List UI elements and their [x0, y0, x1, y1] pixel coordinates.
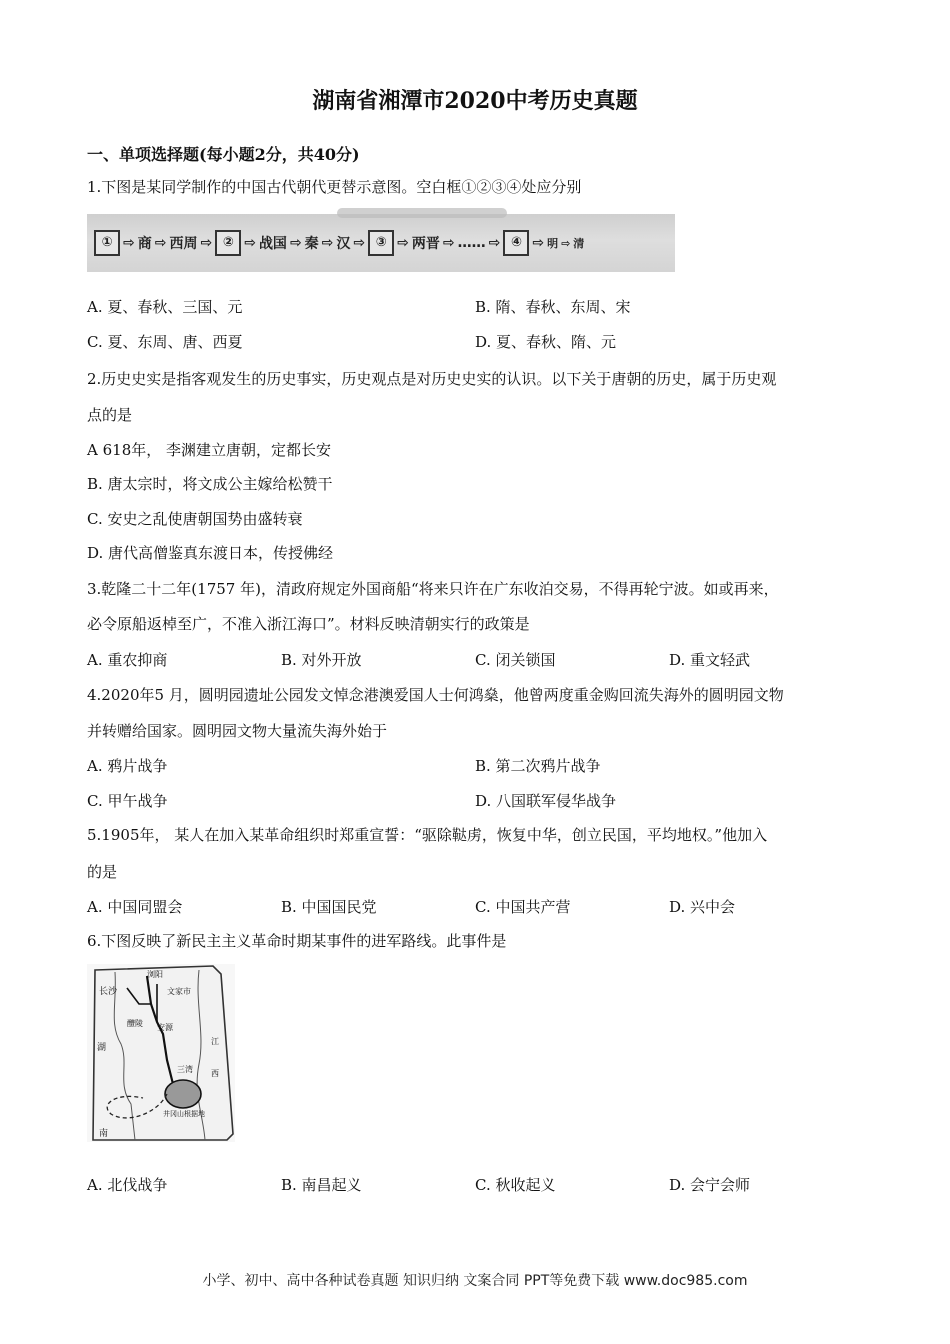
timeline-row: ① ⇨ 商 ⇨ 西周 ⇨ ② ⇨ 战国 ⇨ 秦 ⇨ 汉 ⇨ ③ ⇨ 两晋 ⇨ …… ⇨ ④ ⇨ 明 ⇨ 清: [93, 230, 585, 256]
q6-option-c[interactable]: C. 秋收起义: [475, 1176, 556, 1194]
question-6-stem: 6.下图反映了新民主主义革命时期某事件的进军路线。此事件是: [87, 932, 507, 950]
map-label-anyuan: 安源: [157, 1023, 173, 1032]
timeline-blank-1: ①: [94, 230, 120, 256]
map-label-jinggangshan: 井冈山根据地: [163, 1110, 205, 1118]
map-label-sanwan: 三湾: [177, 1065, 193, 1074]
question-2-stem-line1: 2.历史史实是指客观发生的历史事实，历史观点是对历史史实的认识。以下关于唐朝的历史，属于历史观: [87, 370, 777, 388]
section-heading: 一、单项选择题(每小题2分，共40分): [87, 145, 360, 164]
timeline-item: 汉: [336, 236, 351, 252]
timeline-item: 战国: [258, 236, 287, 252]
q1-option-c[interactable]: C. 夏、东周、唐、西夏: [87, 333, 243, 351]
march-route-map: [87, 964, 235, 1142]
question-4-stem-line1: 4.2020年5 月，圆明园遗址公园发文悼念港澳爱国人士何鸿燊，他曾两度重金购回流失海外的圆明园文物: [87, 686, 784, 704]
q2-option-b[interactable]: B. 唐太宗时，将文成公主嫁给松赞干: [87, 475, 333, 493]
question-3-stem-line1: 3.乾隆二十二年(1757 年)，清政府规定外国商船“将来只许在广东收泊交易，不得再轮宁波。如或再来，: [87, 580, 779, 598]
q5-option-a[interactable]: A. 中国同盟会: [87, 898, 183, 916]
q6-option-a[interactable]: A. 北伐战争: [87, 1176, 168, 1194]
q1-option-b[interactable]: B. 隋、春秋、东周、宋: [475, 298, 631, 316]
page-footer: 小学、初中、高中各种试卷真题 知识归纳 文案合同 PPT等免费下载 www.doc985.com: [202, 1273, 748, 1289]
map-label-hu: 湖: [97, 1043, 107, 1053]
timeline-item: 两晋: [411, 236, 440, 252]
timeline-item: 西周: [169, 236, 198, 252]
map-label-xi: 西: [211, 1069, 219, 1078]
q1-option-a[interactable]: A. 夏、春秋、三国、元: [87, 298, 243, 316]
question-2-stem-line2: 点的是: [87, 406, 133, 424]
question-4-stem-line2: 并转赠给国家。圆明园文物大量流失海外始于: [87, 722, 388, 740]
question-3-stem-line2: 必令原船返棹至广，不准入浙江海口”。材料反映清朝实行的政策是: [87, 615, 530, 633]
q3-option-c[interactable]: C. 闭关锁国: [475, 651, 556, 669]
timeline-item: 商: [137, 236, 152, 252]
map-label-nan: 南: [99, 1129, 109, 1139]
map-label-wenjiashi: 文家市: [167, 987, 191, 996]
q6-option-b[interactable]: B. 南昌起义: [281, 1176, 362, 1194]
page-title: 湖南省湘潭市2020中考历史真题: [312, 88, 638, 114]
question-5-stem-line2: 的是: [87, 863, 118, 881]
q6-option-d[interactable]: D. 会宁会师: [669, 1176, 751, 1194]
q5-option-c[interactable]: C. 中国共产营: [475, 898, 571, 916]
q2-option-d[interactable]: D. 唐代高僧鉴真东渡日本，传授佛经: [87, 544, 334, 562]
q3-option-a[interactable]: A. 重农抑商: [87, 651, 168, 669]
timeline-item: 明: [547, 237, 559, 250]
timeline-item: ……: [457, 235, 486, 251]
timeline-item: 清: [573, 237, 585, 250]
map-label-changsha: 长沙: [99, 987, 118, 997]
q3-option-b[interactable]: B. 对外开放: [281, 651, 362, 669]
q1-option-d[interactable]: D. 夏、春秋、隋、元: [475, 333, 617, 351]
q3-option-d[interactable]: D. 重文轻武: [669, 651, 751, 669]
q5-option-b[interactable]: B. 中国国民党: [281, 898, 377, 916]
q5-option-d[interactable]: D. 兴中会: [669, 898, 736, 916]
map-label-jiang: 江: [211, 1037, 219, 1046]
timeline-blank-3: ③: [368, 230, 394, 256]
question-5-stem-line1: 5.1905年， 某人在加入某革命组织时郑重宣誓：“驱除鞑虏，恢复中华，创立民国，平均地权。”他加入: [87, 826, 768, 844]
q2-option-a[interactable]: A 618年， 李渊建立唐朝，定都长安: [87, 441, 332, 459]
dynasty-timeline-figure: [87, 214, 675, 272]
q4-option-d[interactable]: D. 八国联军侵华战争: [475, 792, 617, 810]
map-label-liling: 醴陵: [127, 1019, 143, 1028]
timeline-item: 秦: [304, 236, 319, 252]
timeline-blank-2: ②: [215, 230, 241, 256]
question-1-stem: 1.下图是某同学制作的中国古代朝代更替示意图。空白框①②③④处应分别: [87, 178, 582, 196]
q4-option-c[interactable]: C. 甲午战争: [87, 792, 168, 810]
q2-option-c[interactable]: C. 安史之乱使唐朝国势由盛转衰: [87, 510, 303, 528]
timeline-blank-4: ④: [503, 230, 529, 256]
scan-smudge: [337, 208, 507, 218]
q4-option-a[interactable]: A. 鸦片战争: [87, 757, 168, 775]
q4-option-b[interactable]: B. 第二次鸦片战争: [475, 757, 601, 775]
map-label-liuyang: 浏阳: [147, 970, 163, 979]
